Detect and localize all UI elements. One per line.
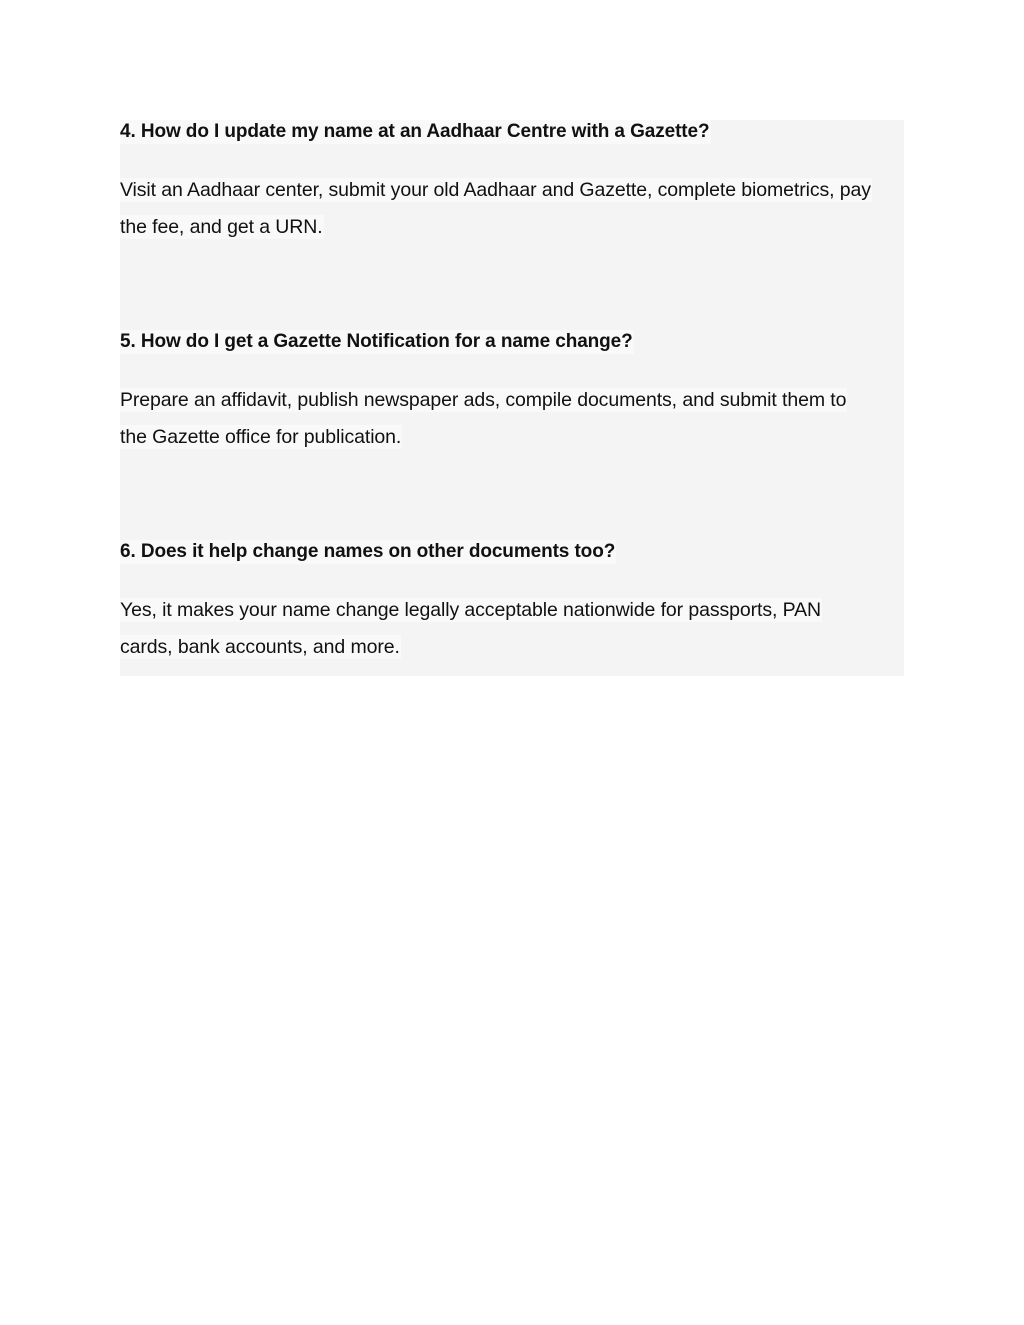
faq-answer-5-line-1: Prepare an affidavit, publish newspaper ads, compile documents, and submit them to xyxy=(120,389,847,411)
faq-question-5: 5. How do I get a Gazette Notification for a name change? xyxy=(120,331,633,352)
faq-answer-5-line-2: the Gazette office for publication. xyxy=(120,426,402,448)
faq-answer-6-line-2: cards, bank accounts, and more. xyxy=(120,636,400,658)
faq-answer-6-line-1: Yes, it makes your name change legally acceptable nationwide for passports, PAN xyxy=(120,599,821,621)
faq-answer-4-line-1: Visit an Aadhaar center, submit your old Aadhaar and Gazette, complete biometrics, pay xyxy=(120,179,871,201)
faq-answer-4-line-2: the fee, and get a URN. xyxy=(120,216,323,238)
faq-question-6: 6. Does it help change names on other documents too? xyxy=(120,541,616,562)
faq-question-4: 4. How do I update my name at an Aadhaar Centre with a Gazette? xyxy=(120,121,710,142)
